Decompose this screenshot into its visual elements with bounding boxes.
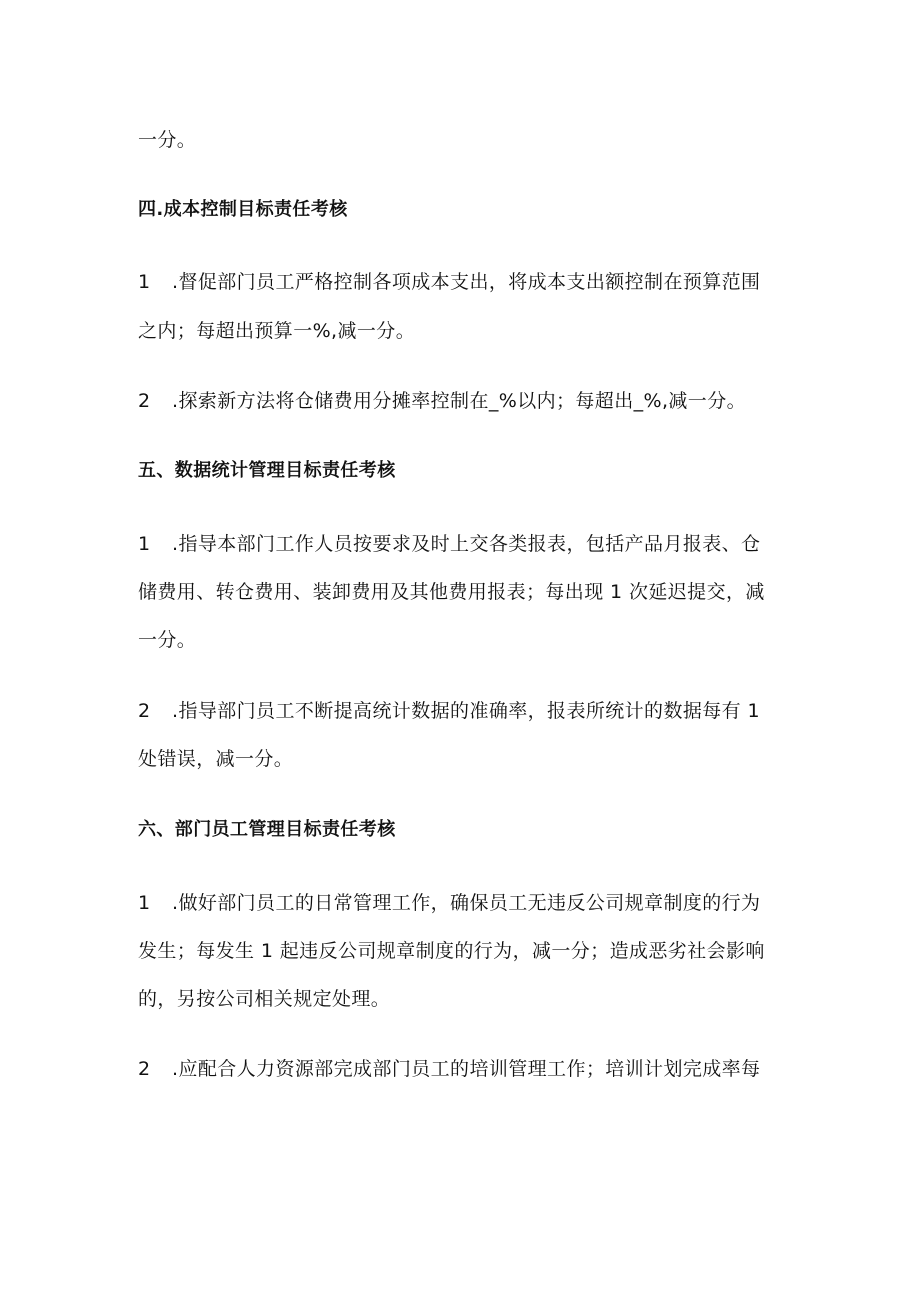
paragraph-line [138,699,760,723]
item-number: 2 [138,390,151,412]
item-number: 2 [138,700,151,722]
paragraph-line [138,532,760,556]
paragraph-line: 的，另按公司相关规定处理。 [138,988,391,1010]
paragraph-text: .指导本部门工作人员按要求及时上交各类报表，包括产品月报表、仓 [172,533,761,555]
section-heading-staff-management: 六、部门员工管理目标责任考核 [138,819,396,840]
paragraph-line: 处错误，减一分。 [138,748,294,770]
paragraph-line [138,1057,760,1081]
paragraph-text: .应配合人力资源部完成部门员工的培训管理工作；培训计划完成率每 [172,1058,761,1080]
paragraph-line: 之内；每超出预算一%,减一分。 [138,320,416,342]
paragraph-line [138,389,746,413]
paragraph-text: .指导部门员工不断提高统计数据的准确率，报表所统计的数据每有 1 [172,700,760,722]
section-heading-data-statistics: 五、数据统计管理目标责任考核 [138,460,396,481]
section-heading-cost-control: 四.成本控制目标责任考核 [138,199,348,220]
continuation-text: 一分。 [138,129,197,151]
paragraph-line: 一分。 [138,629,197,651]
item-number: 2 [138,1058,151,1080]
paragraph-text: .督促部门员工严格控制各项成本支出，将成本支出额控制在预算范围 [172,271,761,293]
paragraph-text: .探索新方法将仓储费用分摊率控制在_%以内；每超出_%,减一分。 [172,390,746,412]
item-number: 1 [138,271,151,293]
paragraph-line [138,891,760,915]
item-number: 1 [138,533,151,555]
paragraph-line [138,270,760,294]
paragraph-text: .做好部门员工的日常管理工作，确保员工无违反公司规章制度的行为 [172,892,761,914]
paragraph-line: 储费用、转仓费用、装卸费用及其他费用报表；每出现 1 次延迟提交，减 [138,581,765,603]
item-number: 1 [138,892,151,914]
paragraph-line: 发生；每发生 1 起违反公司规章制度的行为，减一分；造成恶劣社会影响 [138,940,765,962]
